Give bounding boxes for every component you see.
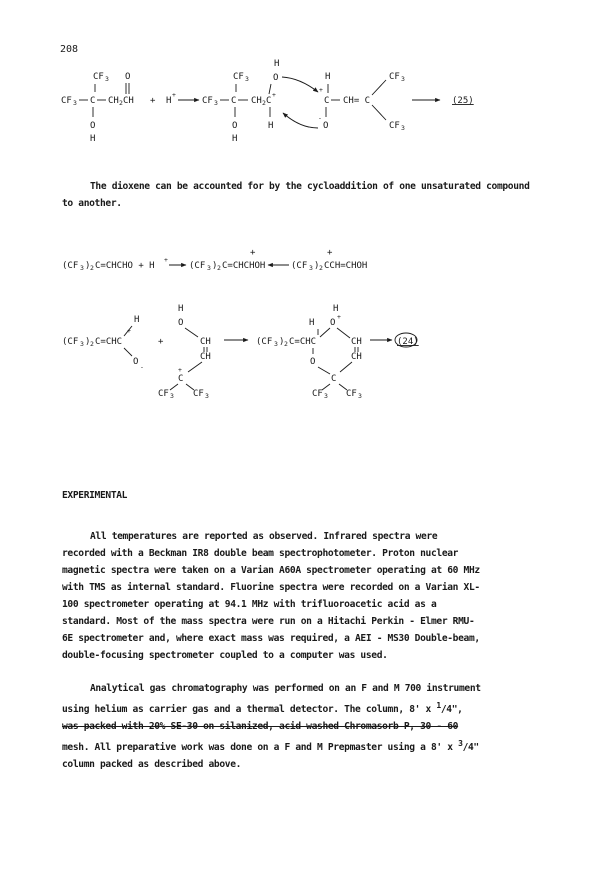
scheme-2 <box>62 248 367 272</box>
svg-text:(CF: (CF <box>62 337 79 347</box>
svg-text:H: H <box>178 304 184 314</box>
svg-text:CH: CH <box>108 96 119 106</box>
svg-text:CH: CH <box>351 352 362 362</box>
svg-text:(CF: (CF <box>189 261 206 271</box>
svg-text:H: H <box>90 134 96 144</box>
svg-text:H: H <box>325 72 331 82</box>
svg-text:2: 2 <box>284 340 288 348</box>
svg-text:CH: CH <box>123 96 134 106</box>
svg-text:C: C <box>266 96 272 106</box>
svg-text:CF: CF <box>158 389 169 399</box>
svg-text:C: C <box>178 374 184 384</box>
svg-text:2: 2 <box>319 264 323 272</box>
svg-text:H: H <box>134 315 140 325</box>
svg-text:3: 3 <box>358 392 362 400</box>
svg-text:(CF: (CF <box>291 261 308 271</box>
svg-text:C=CHCHO + H: C=CHCHO + H <box>95 261 155 271</box>
svg-text:C=CHC: C=CHC <box>289 337 317 347</box>
svg-text:+: + <box>319 86 323 94</box>
svg-text:CF: CF <box>389 121 400 131</box>
svg-text:3: 3 <box>245 75 249 83</box>
svg-text:2: 2 <box>217 264 221 272</box>
svg-text:O: O <box>330 318 336 328</box>
svg-text:3: 3 <box>205 392 209 400</box>
svg-text:2: 2 <box>90 340 94 348</box>
svg-text:C: C <box>231 96 237 106</box>
svg-text:H: H <box>268 121 274 131</box>
svg-text:CH: CH <box>200 337 211 347</box>
svg-text:): ) <box>279 337 285 347</box>
svg-text:3: 3 <box>324 392 328 400</box>
svg-text:-: - <box>140 363 144 371</box>
svg-text:H: H <box>274 59 280 69</box>
svg-text:3: 3 <box>80 340 84 348</box>
svg-text:(CF: (CF <box>62 261 79 271</box>
svg-text:+: + <box>178 366 182 374</box>
svg-text:3: 3 <box>274 340 278 348</box>
scheme-3 <box>62 304 419 400</box>
svg-text:+: + <box>127 327 131 335</box>
svg-text:2: 2 <box>119 99 123 107</box>
svg-text:3: 3 <box>401 75 405 83</box>
svg-text:CF: CF <box>346 389 357 399</box>
cf3-label: CF <box>93 72 104 82</box>
svg-text:): ) <box>314 261 320 271</box>
compound-25-label: (25) <box>452 96 474 106</box>
svg-text:+: + <box>158 337 164 347</box>
page-number: 208 <box>60 44 79 55</box>
svg-text:CF: CF <box>389 72 400 82</box>
svg-text:CH: CH <box>200 352 211 362</box>
svg-text:+: + <box>172 91 176 99</box>
svg-text:+: + <box>164 256 168 264</box>
dioxene-paragraph: The dioxene can be accounted for by the cycloaddition of one unsaturated compound to another. <box>62 181 530 209</box>
svg-text:C: C <box>324 96 330 106</box>
svg-text:O: O <box>273 73 279 83</box>
svg-text:CF: CF <box>312 389 323 399</box>
svg-text:CF: CF <box>202 96 213 106</box>
svg-text:(CF: (CF <box>256 337 273 347</box>
svg-text:2: 2 <box>90 264 94 272</box>
section-heading-experimental: EXPERIMENTAL <box>62 490 128 501</box>
svg-text:3: 3 <box>80 264 84 272</box>
svg-text:3: 3 <box>309 264 313 272</box>
svg-text:): ) <box>85 261 91 271</box>
svg-text:O: O <box>90 121 96 131</box>
svg-text:H: H <box>309 318 315 328</box>
scheme-1 <box>61 59 474 144</box>
svg-text:CF: CF <box>233 72 244 82</box>
svg-text:-: - <box>318 114 322 122</box>
svg-text:C=CHC: C=CHC <box>95 337 123 347</box>
svg-text:O: O <box>133 357 139 367</box>
svg-text:3: 3 <box>105 75 109 83</box>
svg-text:+: + <box>327 248 333 258</box>
svg-text:CH: CH <box>351 337 362 347</box>
svg-text:CF: CF <box>61 96 72 106</box>
compound-24-label: (24) <box>397 337 419 347</box>
svg-text:O: O <box>310 357 316 367</box>
svg-text:C: C <box>90 96 96 106</box>
svg-text:H: H <box>232 134 238 144</box>
svg-text:+: + <box>272 91 276 99</box>
svg-text:3: 3 <box>401 124 405 132</box>
svg-text:): ) <box>85 337 91 347</box>
svg-text:3: 3 <box>73 99 77 107</box>
svg-text:): ) <box>212 261 218 271</box>
plus-sign: + <box>150 96 156 106</box>
svg-text:O: O <box>232 121 238 131</box>
experimental-paragraph-2: Analytical gas chromatography was performed on an F and M 700 instrument using helium as carrier gas and a thermal detector. The column, 8' x $^1$/4", was packed with 20% SE-30 on silanized, acid washed Chromasorb P, 30 - 60 mesh. All preparative work was done on a F and M Prepmaster using a 8' x $^3$/4" column packed as described above. <box>62 683 481 771</box>
svg-text:CF: CF <box>193 389 204 399</box>
svg-text:C: C <box>331 374 337 384</box>
svg-text:CCH=CHOH: CCH=CHOH <box>324 261 368 271</box>
svg-text:C=CHCHOH: C=CHCHOH <box>222 261 266 271</box>
svg-text:2: 2 <box>262 99 266 107</box>
svg-text:3: 3 <box>207 264 211 272</box>
svg-text:3: 3 <box>214 99 218 107</box>
experimental-paragraph-1: All temperatures are reported as observed. Infrared spectra were recorded with a Beckman IR8 double beam spectrophotometer. Proton nuclear magnetic spectra were taken on a Varian A60A spectrometer operating at 60 MHz with TMS as internal standard. Fluorine spectra were recorded on a Varian XL- 100 spectrometer operating at 94.1 MHz with trifluoroacetic acid as a standard. Most of the mass spectra were run on a Hitachi Perkin - Elmer RMU- 6E spectrometer and, where exact mass was required, a AEI - MS30 Double-beam, double-focusing spectrometer coupled to a computer was used. <box>62 531 480 661</box>
svg-text:+: + <box>337 313 341 321</box>
proton: H <box>166 96 172 106</box>
o-label: O <box>125 72 131 82</box>
svg-text:3: 3 <box>170 392 174 400</box>
svg-text:CH: CH <box>251 96 262 106</box>
svg-text:+: + <box>250 248 256 258</box>
svg-text:O: O <box>178 318 184 328</box>
svg-text:H: H <box>333 304 339 314</box>
svg-text:CH= C: CH= C <box>343 96 371 106</box>
svg-text:O: O <box>323 121 329 131</box>
